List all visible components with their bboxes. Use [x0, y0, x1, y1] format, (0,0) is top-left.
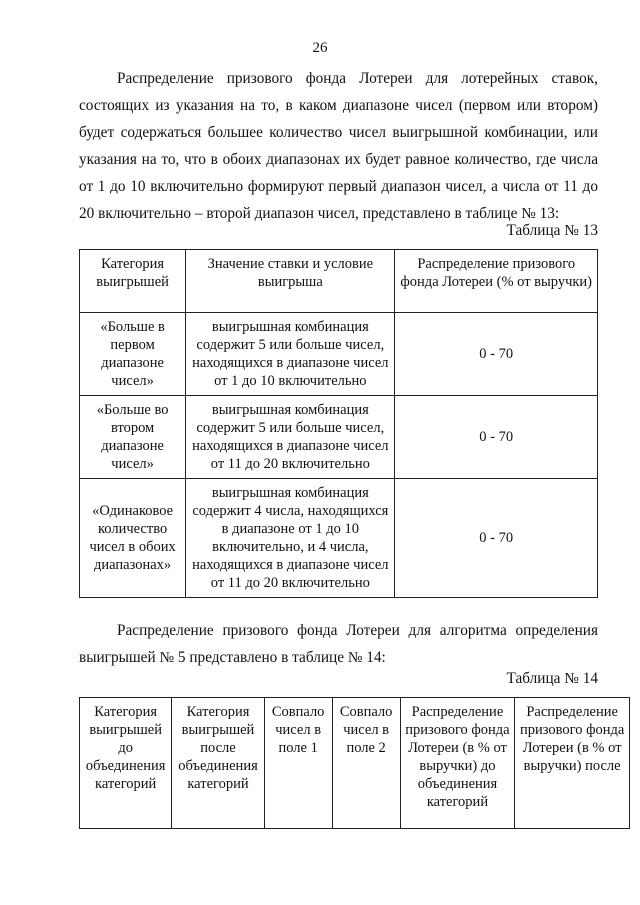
table13-cell-category: «Больше во втором диапазоне чисел» [80, 396, 186, 479]
table-row [80, 313, 598, 396]
table13-cell-distribution: 0 - 70 [395, 313, 598, 396]
table13-cell-condition: выигрышная комбинация содержит 5 или больше чисел, находящихся в диапазоне чисел от 11 до 20 включительно [186, 396, 395, 479]
table13-header-row [80, 250, 598, 313]
table14-header-category-after: Категория выигрышей после объединения категорий [172, 698, 264, 829]
intro-paragraph-table14: Распределение призового фонда Лотереи для алгоритма определения выигрышей № 5 представлено в таблице № 14: [79, 622, 598, 666]
table14-header-matched-field2: Совпало чисел в поле 2 [332, 698, 400, 829]
table13-header-condition: Значение ставки и условие выигрыша [186, 250, 395, 313]
table-row [80, 479, 598, 598]
intro-paragraph-table13: Распределение призового фонда Лотереи для лотерейных ставок, состоящих из указания на то, в каком диапазоне чисел (первом или втором) будет содержаться большее количество чисел выигрышной комбинации, или указания на то, что в обоих диапазонах их будет равное количество, где числа от 1 до 10 включительно формируют первый диапазон чисел, а числа от 11 до 20 включительно – второй диапазон чисел, представлено в таблице № 13: [79, 70, 598, 222]
page-number: 26 [312, 40, 328, 56]
table13-cell-distribution: 0 - 70 [395, 396, 598, 479]
table-13 [79, 249, 598, 598]
table14-header-category-before: Категория выигрышей до объединения категорий [80, 698, 172, 829]
table14-caption: Таблица № 14 [506, 670, 598, 687]
table13-cell-condition: выигрышная комбинация содержит 5 или больше чисел, находящихся в диапазоне чисел от 1 до 10 включительно [186, 313, 395, 396]
table13-cell-condition: выигрышная комбинация содержит 4 числа, находящихся в диапазоне от 1 до 10 включительно, и 4 числа, находящихся в диапазоне чисел от 11 до 20 включительно [186, 479, 395, 598]
table-14 [79, 697, 630, 829]
table14-header-distribution-before: Распределение призового фонда Лотереи (в % от выручки) до объединения категорий [400, 698, 515, 829]
table13-cell-category: «Больше в первом диапазоне чисел» [80, 313, 186, 396]
table14-header-row [80, 698, 630, 829]
table14-header-distribution-after: Распределение призового фонда Лотереи (в % от выручки) после [515, 698, 630, 829]
table13-header-category: Категория выигрышей [80, 250, 186, 313]
table13-cell-category: «Одинаковое количество чисел в обоих диапазонах» [80, 479, 186, 598]
table13-header-distribution: Распределение призового фонда Лотереи (% от выручки) [395, 250, 598, 313]
table13-caption: Таблица № 13 [506, 222, 598, 239]
table14-header-matched-field1: Совпало чисел в поле 1 [264, 698, 332, 829]
table13-cell-distribution: 0 - 70 [395, 479, 598, 598]
table-row [80, 396, 598, 479]
